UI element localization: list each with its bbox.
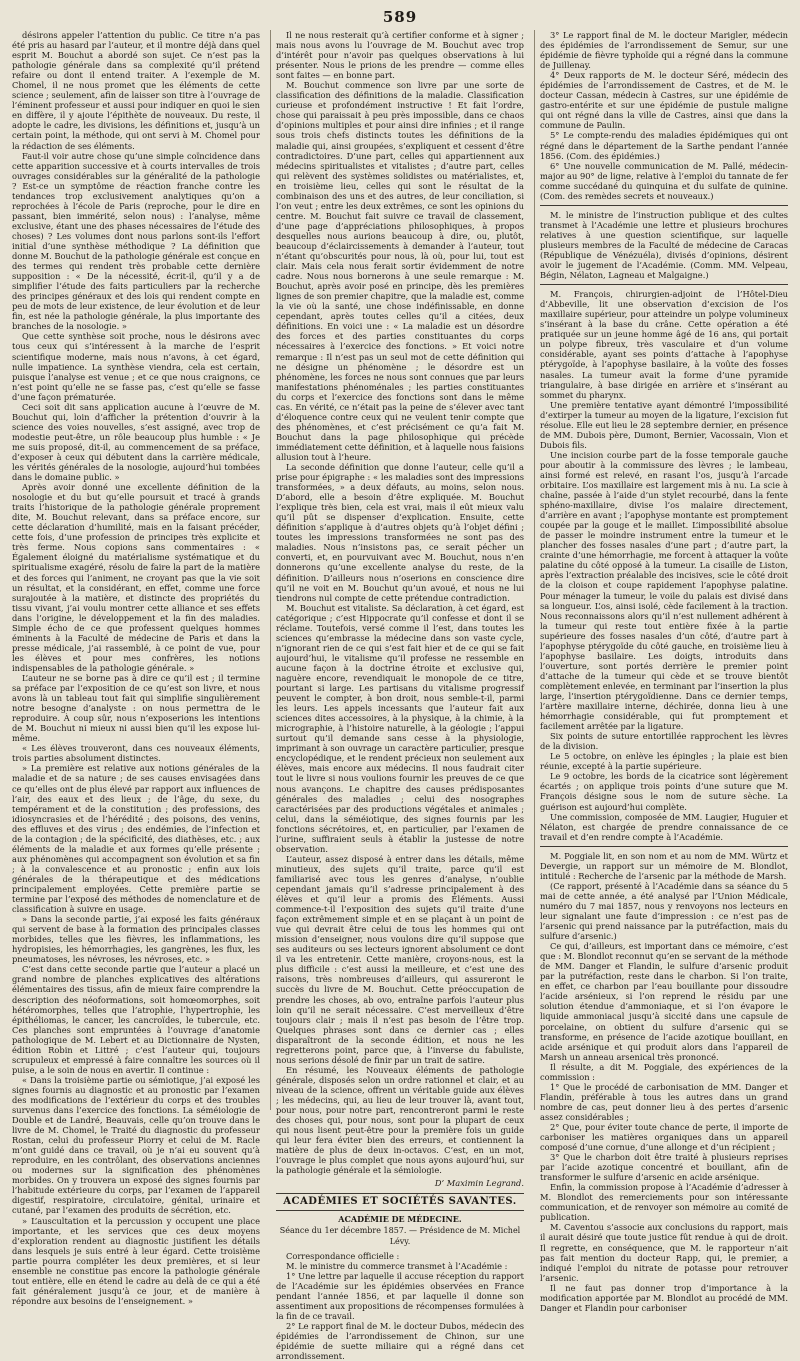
paragraph: Il résulte, a dit M. Poggiale, des expériences de la commission : — [540, 1061, 788, 1082]
paragraph: M. Caventou s’associe aux conclusions du rapport, mais il aurait désiré que toute justice fût rendue à qui de droit. Il regrette, en conséquence, que M. le rapporteur n’ait pas fait mention du docteur Rapp, qui, le premier, a indiqué l’emploi du nitrate de potasse pour retrouver l’arsenic. — [540, 1222, 788, 1283]
paragraph: C’est dans cette seconde partie que l’auteur a placé un grand nombre de planches explicatives des altérations élémentaires des tissus, afin de mieux faire comprendre la description des néoformations, soit homœomorphes, soit hétéromorphes, telles que l’atrophie, l’hypertrophie, les épithéliomas, le cancer, les cancroïdes, le tubercule, etc. Ces planches sont empruntées à l’ouvrage d’anatomie pathologique de M. Lebert et au Dictionnaire de Nysten, édition Robin et Littré ; c’est l’auteur qui, toujours scrupuleux et empressé à faire connaître les sources où il puise, a le soin de nous en avertir. Il continue : — [12, 964, 260, 1075]
paragraph: Six points de suture entortillée rapprochent les lèvres de la division. — [540, 731, 788, 752]
paragraph: L’auteur ne se borne pas à dire ce qu’il est ; il termine sa préface par l’exposition de ce qu’est son livre, et nous avons là un tableau tout fait qui simplifie singulièrement notre besogne d’analyste : on nous permettra de le reproduire. À coup sûr, nous n’exposerions les intentions de M. Bouchut ni mieux ni aussi bien qu’il les expose lui-même. — [12, 673, 260, 744]
paragraph: En résumé, les Nouveaux éléments de pathologie générale, disposés selon un ordre rationnel et clair, et au niveau de la science, offrent un véritable guide aux élèves ; les médecins, qui, au lieu de leur trouver là, avant tout, pour nous, pour notre part, rencontreront parmi le reste des choses qui, pour nous, sont pour la plupart de ceux qui nous lisent peut-être pour la première fois un guide qui leur fera éviter bien des erreurs, et contiennent la matière de plus de deux in-octavos. C’est, en un mot, l’ouvrage le plus complet que nous ayons aujourd’hui, sur la pathologie générale et la sémiologie. — [276, 1064, 524, 1176]
paragraph: Après avoir donné une excellente définition de la nosologie et du but qu’elle poursuit et tracé à grands traits l’historique de la pathologie générale proprement dite, M. Bouchut relevant, dans sa préface encore, sur cette déclaration d’humilité, mais en la faisant précéder, cette fois, d’une profession de principes très explicite et très ferme. Nous copions sans commentaires : « Également éloigné du matérialisme systématique et du spiritualisme exagéré, résolu de faire la part de la matière et des forces qui l’animent, ne croyant pas que la vie soit un résultat, et la considérant, en effet, comme une force surajoutée à la matière, et distincte des propriétés du tissu vivant, j’ai voulu montrer cette alliance et ses effets dans l’origine, le développement et la fin des maladies. Simple écho de ce que professent quelques hommes éminents à la Faculté de médecine de Paris et dans la presse médicale, j’ai rassemblé, à ce point de vue, pour les élèves et pour mes confrères, les notions indispensables de la pathologie générale. » — [12, 482, 260, 673]
paragraph: Ceci soit dit sans application aucune à l’œuvre de M. Bouchut qui, loin d’afficher la prétention d’ouvrir à la science des voies nouvelles, s’est assigné, avec trop de modestie peut-être, un rôle beaucoup plus humble : « Je me suis proposé, dit-il, au commencement de sa préface, d’exposer à ceux qui débutent dans la carrière médicale, les vérités générales de la nosologie, aujourd’hui tombées dans le domaine public. » — [12, 401, 260, 483]
correspondence-item: M. le ministre du commerce transmet à l’Académie : — [286, 1260, 508, 1271]
paragraph: Ce qui, d’ailleurs, est important dans ce mémoire, c’est que : M. Blondlot reconnut qu’en se servant de la méthode de MM. Danger et Flandin, le sulfure d’arsenic produit par la putréfaction, reste dans le charbon. Si l’on traite, en effet, ce charbon par l’eau bouillante pour dissoudre l’acide arsénieux, si l’on reprend le résidu par une solution étendue d’ammoniaque, et si l’on évapore le liquide ammoniacal jusqu’à siccité dans une capsule de porcelaine, on obtient du sulfure d’arsenic qui se transforme, en présence de l’acide azotique bouillant, en acide arsénique et qui produit alors dans l’appareil de Marsh un anneau arsenical très prononcé. — [540, 941, 788, 1062]
paragraph: Une incision courbe part de la fosse temporale gauche pour aboutir à la commissure des lèvres ; le lambeau, ainsi formé est relevé, en rasant l’os, jusqu’à l’arcade orbitaire. L’os maxillaire est largement mis à nu. La scie à chaîne, passée à l’aide d’un stylet recourbé, dans la fente sphéno-maxillaire, divise l’os malaire directement, d’arrière en avant ; l’apophyse montante est promptement coupée par la gouge et le maillet. L’impossibilité absolue de passer le moindre instrument entre la tumeur et le plancher des fosses nasales d’une part ; d’autre part, la crainte d’une hémorrhagie, me forcent à attaquer la voûte palatine du côté opposé à la tumeur. La cisaille de Liston, après l’extraction préalable des incisives, scie le côté droit de la cloison et coupe rapidement l’apophyse palatine. Pour ménager la tumeur, le voile du palais est divisé dans sa longueur. L’os, ainsi isolé, cède facilement à la traction. Nous reconnaissons alors qu’il n’est nullement adhérent à la tumeur qui reste tout entière fixée à la partie supérieure des fosses nasales d’un côté, d’autre part à l’apophyse ptérygoïde du côté gauche, en troisième lieu à l’apophyse basilaire. Les doigts, introduits dans l’ouverture, sont portés derrière le premier point d’attache de la tumeur qui cède et se trouve bientôt complètement enlevée, en terminant par l’insertion la plus large, l’insertion ptérygoïdienne. Dans ce dernier temps, l’artère maxillaire interne, déchirée, donna lieu à une hémorrhagie considérable, qui fut promptement et facilement arrêtée par la ligature. — [540, 449, 788, 732]
correspondence-title: Correspondance officielle : — [286, 1250, 400, 1261]
columns — [12, 30, 788, 1361]
correspondence-item: 1° Une lettre par laquelle il accuse réception du rapport de l’Académie sur les épidémies observées en France pendant l’année 1856, et par laquelle il donne son assentiment aux propositions de récompenses formulées à la fin de ce travail. — [276, 1270, 524, 1321]
divider — [540, 205, 788, 206]
paragraph: 5° Le compte-rendu des maladies épidémiques qui ont régné dans le département de la Sarthe pendant l’année 1856. (Com. des épidémies.) — [540, 130, 788, 161]
page-number: 589 — [382, 8, 418, 26]
paragraph: « Dans la troisième partie ou sémiotique, j’ai exposé les signes fournis au diagnostic et au pronostic par l’examen des modifications de l’extérieur du corps et des troubles survenus dans l’exercice des fonctions. La séméiologie de Double et de Landré, Beauvais, celle qu’on trouve dans le livre de M. Chomel, le Traité du diagnostic du professeur Rostan, celui du professeur Piorry et celui de M. Racle m’ont guidé dans ce travail, où je n’ai eu souvent qu’à reproduire, en les contrôlant, des observations anciennes ou modernes sur la signification des phénomènes morbides. On y trouvera un exposé des signes fournis par l’habitude extérieure du corps, par l’examen de l’appareil digestif, respiratoire, circulatoire, génital, urinaire et cutané, par l’examen des produits de sécrétion, etc. — [12, 1074, 260, 1216]
paragraph: « Les élèves trouveront, dans ces nouveaux éléments, trois parties absolument distinctes. — [12, 743, 260, 764]
signature: D’ Maximin Legrand. — [434, 1178, 524, 1189]
section-subheading: ACADÉMIE DE MÉDECINE. — [338, 1214, 462, 1225]
correspondence-item: 2° Le rapport final de M. le docteur Dubos, médecin des épidémies de l’arrondissement de Chinon, sur une épidémie de suette miliaire qui a régné dans cet arrondissement. — [276, 1320, 524, 1361]
paragraph: Enfin, la commission propose à l’Académie d’adresser à M. Blondlot des remerciements pour son intéressante communication, et de renvoyer son mémoire au comité de publication. — [540, 1182, 788, 1223]
session-line: Séance du 1er décembre 1857. — Présidence de M. Michel Lévy. — [279, 1226, 521, 1246]
paragraph: 2° Que, pour éviter toute chance de perte, il importe de carboniser les matières organiques dans un appareil composé d’une cornue, d’une allonge et d’un récipient ; — [540, 1121, 788, 1153]
paragraph: 1° Que le procédé de carbonisation de MM. Danger et Flandin, préférable à tous les autres dans un grand nombre de cas, peut donner lieu à des pertes d’arsenic assez considérables ; — [540, 1081, 788, 1122]
paragraph: (Ce rapport, présenté à l’Académie dans sa séance du 5 mai de cette année, a été analysé par l’Union Médicale, numéro du 7 mai 1857, nous y renvoyons nos lecteurs en leur signalant une faute d’impression : ce n’est pas de l’arsenic qui prend naissance par la putréfaction, mais du sulfure d’arsenic.) — [540, 880, 788, 942]
paragraph: M. Bouchut est vitaliste. Sa déclaration, à cet égard, est catégorique ; c’est Hippocrate qu’il confesse et dont il se réclame. Toutefois, versé comme il l’est, dans toutes les sciences qu’embrasse la médecine dans son vaste cycle, n’ignorant rien de ce qui s’est fait hier et de ce qui se fait aujourd’hui, le vitalisme qu’il professe ne ressemble en aucune façon à la doctrine étroite et exclusive qui, naguère encore, revendiquait le monopole de ce titre, pourtant si large. Les partisans du vitalisme progressif peuvent le compter, à bon droit, nous semble-t-il, parmi les leurs. Les appels incessants que l’auteur fait aux sciences dites accessoires, à la physique, à la chimie, à la micrographie, à l’histoire naturelle, à la géologie ; l’appui surtout qu’il demande sans cesse à la physiologie, imprimant à son ouvrage un caractère particulier, presque encyclopédique, et le rendent précieux non seulement aux élèves, mais encore aux médecins. Il nous faudrait citer tout le livre si nous voulions fournir les preuves de ce que nous avançons. Le chapitre des causes prédisposantes générales des maladies ; celui des nosographes caractérisées par des productions végétales et animales ; celui, dans la séméiotique, des signes fournis par les fonctions sécrétoires, et, en particulier, par l’examen de l’urine, suffiraient seuls à établir la justesse de notre observation. — [276, 602, 524, 854]
paragraph: Il ne nous resterait qu’à certifier conforme et à signer ; mais nous avons lu l’ouvrage de M. Bouchut avec trop d’intérêt pour n’avoir pas quelques observations à lui présenter. Nous le prions de les prendre — comme elles sont faites — en bonne part. — [276, 30, 524, 81]
paragraph: Une première tentative ayant démontré l’impossibilité d’extirper la tumeur au moyen de la ligature, l’excision fut résolue. Elle eut lieu le 28 septembre dernier, en présence de MM. Dubois père, Dumont, Bernier, Vacossain, Vion et Dubois fils. — [540, 399, 788, 450]
paragraph: Le 9 octobre, les bords de la cicatrice sont légèrement écartés ; on applique trois points d’une suture que M. François désigne sous le nom de suture sèche. La guérison est aujourd’hui complète. — [540, 771, 788, 812]
paragraph: 4° Deux rapports de M. le docteur Séré, médecin des épidémies de l’arrondissement de Castres, et de M. le docteur Cassan, médecin à Castres, sur une épidémie de gastro-entérite et sur une épidémie de pustule maligne qui ont régné dans la ville de Castres, ainsi que dans la commune de Paulin. — [540, 70, 788, 131]
column-1 — [12, 30, 260, 1306]
paragraph: Faut-il voir autre chose qu’une simple coïncidence dans cette apparition successive et à courts intervalles de trois ouvrages considérables sur la généralité de la pathologie ? Est-ce un symptôme de réaction franche contre les tendances trop exclusivement analytiques qu’on a reprochées à l’école de Paris (reproche, pour le dire en passant, bien immérité, selon nous) : l’analyse, même exclusive, étant une des phases nécessaires de l’étude des choses) ? Les volumes dont nous parlons sont-ils l’effort initial d’une synthèse méthodique ? La définition que donne M. Bouchut de la pathologie générale est conçue en des termes qui rendent très probable cette dernière supposition : « De la nécessité, écrit-il, qu’il y a de simplifier l’étude des faits particuliers par la recherche des principes généraux et des lois qui rendent compte en peu de mots de leur existence, de leur évolution et de leur fin, est née la pathologie générale, la plus importante des branches de la nosologie. » — [12, 150, 260, 332]
column-3 — [534, 30, 788, 1313]
paragraph: » La première est relative aux notions générales de la maladie et de sa nature ; de ses causes envisagées dans ce qu’elles ont de plus élevé par rapport aux influences de l’air, des eaux et des lieux ; de l’âge, du sexe, du tempérament et de la constitution ; des professions, des idiosyncrasies et de l’hérédité ; des poisons, des venins, des effluves et des virus ; des endémies, de l’infection et de la contagion ; de la spécificité, des diathèses, etc. ; aux éléments de la maladie et aux formes qu’elle présente ; aux phénomènes qui accompagnent son évolution et sa fin ; à la convalescence et au pronostic ; enfin aux lois générales de la thérapeutique et des médications principalement employées. Cette première partie se termine par l’exposé des méthodes de nomenclature et de classification à suivre en usage. — [12, 763, 260, 915]
paragraph: Le 5 octobre, on enlève les épingles ; la plaie est bien réunie, excepté à la partie supérieure. — [540, 751, 788, 772]
paragraph: Une commission, composée de MM. Laugier, Huguier et Nélaton, est chargée de prendre connaissance de ce travail et d’en rendre compte à l’Académie. — [540, 811, 788, 842]
paragraph: » L’auscultation et la percussion y occupent une place importante, et les services que ces deux moyens d’exploration rendent au diagnostic justifient les détails dans lesquels je suis entré à leur égard. Cette troisième partie pourra compléter les deux premières, et si leur ensemble ne constitue pas encore la pathologie générale tout entière, elle en étend le cadre au delà de ce qui a été fait généralement jusqu’à ce jour, et de manière à répondre aux besoins de l’enseignement. » — [12, 1215, 260, 1306]
paragraph: M. le ministre de l’instruction publique et des cultes transmet à l’Académie une lettre et plusieurs brochures relatives à une question scientifique, sur laquelle plusieurs membres de la Faculté de médecine de Caracas (République de Vénézuéla), divisés d’opinions, désirent avoir le jugement de l’Académie. (Comm. MM. Velpeau, Bégin, Nélaton, Lagneau et Malgaigne.) — [540, 209, 788, 281]
paragraph: » Dans la seconde partie, j’ai exposé les faits généraux qui servent de base à la formation des principales classes morbides, telles que les fièvres, les inflammations, les hydropisies, les hémorrhagies, les gangrènes, les flux, les pneumatoses, les névroses, les névroses, etc. » — [12, 914, 260, 965]
paragraph: 6° Une nouvelle communication de M. Pallé, médecin-major au 90° de ligne, relative à l’emploi du tannate de fer comme succédané du quinquina et du sulfate de quinine. (Com. des remèdes secrets et nouveaux.) — [540, 160, 788, 201]
divider — [540, 846, 788, 847]
paragraph: M. Bouchut commence son livre par une sorte de classification des définitions de la maladie. Classification curieuse et profondément instructive ! Et fait l’ordre, chose qui paraissait à peu près impossible, dans ce chaos d’opinions multiples et pour ainsi dire infinies ; et il range sous trois chefs distincts toutes les définitions de la maladie qui, ainsi groupées, s’expliquent et cessent d’être contradictoires. D’une part, celles qui appartiennent aux médecins spiritualistes et vitalistes ; d’autre part, celles qui relèvent des systèmes solidistes ou matérialistes, et, en troisième lieu, celles qui sont le résultat de la combinaison des uns et des autres, de leur conciliation, si l’on veut ; entre les deux extrêmes, ce sont les opinions du centre. M. Bouchut fait suivre ce travail de classement, d’une page d’appréciations philosophiques, à propos desquelles nous aurions beaucoup à dire, ou, plutôt, beaucoup d’éclaircissements à demander à l’auteur, tout n’étant qu’obscurités pour nous, là où, pour lui, tout est clair. Mais cela nous ferait sortir évidemment de notre cadre. Nous nous bornerons à une seule remarque : M. Bouchut, après avoir posé en principe, dès les premières lignes de son premier chapitre, que la maladie est, comme la vie où la santé, une chose indéfinissable, en donne cependant, après toutes celles qu’il a citées, deux définitions. En voici une : « La maladie est un désordre des forces et des parties constituantes du corps nécessaires à l’exercice des fonctions. » Et voici notre remarque : Il n’est pas un seul mot de cette définition qui ne désigne un phénomène ; le désordre est un phénomène, les forces ne nous sont connues que par leurs manifestations phénoménales ; les parties constituantes du corps et l’exercice des fonctions sont dans le même cas. En vérité, ce n’était pas la peine de s’élever avec tant d’éloquence contre ceux qui ne veulent tenir compte que des phénomènes, et c’est précisément ce qu’a fait M. Bouchut dans la page philosophique qui précède immédiatement cette définition, et à laquelle nous faisions allusion tout à l’heure. — [276, 80, 524, 462]
paragraph: La seconde définition que donne l’auteur, celle qu’il a prise pour épigraphe : « les maladies sont des impressions transformées, » a deux défauts, au moins, selon nous. D’abord, elle a besoin d’être expliquée. M. Bouchut l’explique très bien, cela est vrai, mais il eût mieux valu qu’il pût se dispenser d’explication. Ensuite, cette définition s’applique à d’autres objets qu’à l’objet défini ; toutes les impressions transformées ne sont pas des maladies. Nous n’insistons pas, ce serait pécher un converti, et, en pourvuivant avec M. Bouchut, nous n’en donnerons qu’une excellente analyse du reste, de la définition. D’ailleurs nous n’oserions en conscience dire qu’il ne voit en M. Bouchut qu’un avoué, et nous ne lui tiendrons nul compte de cette prétendue contradiction. — [276, 462, 524, 603]
paragraph: M. François, chirurgien-adjoint de l’Hôtel-Dieu d’Abbeville, lit une observation d’excision de l’os maxillaire supérieur, pour atteindre un polype volumineux s’insérant à la base du crâne. Cette opération a été pratiquée sur un jeune homme âgé de 16 ans, qui portait un polype fibreux, très vasculaire et d’un volume considérable, ayant ses points d’attache à l’apophyse ptérygoïde, à l’apophyse basilaire, à la voûte des fosses nasales. La tumeur avait la forme d’une pyramide triangulaire, à base dirigée en arrière et s’insérant au sommet du pharynx. — [540, 289, 788, 400]
paragraph: Il ne faut pas donner trop d’importance à la modification apportée par M. Blondlot au procédé de MM. Danger et Flandin pour carboniser — [540, 1282, 788, 1313]
section-heading: ACADÉMIES ET SOCIÉTÉS SAVANTES. — [276, 1193, 524, 1211]
column-2 — [270, 30, 524, 1361]
paragraph: 3° Que le charbon doit être traité à plusieurs reprises par l’acide azotique concentré et bouillant, afin de transformer le sulfure d’arsenic en acide arsénique. — [540, 1152, 788, 1183]
paragraph: désirons appeler l’attention du public. Ce titre n’a pas été pris au hasard par l’auteur, et il montre déjà dans quel esprit M. Bouchut a abordé son sujet. Ce n’est pas la pathologie générale dans sa complexité qu’il prétend refaire ou dont il entend traiter. A l’exemple de M. Chomel, il ne nous promet que les éléments de cette science ; seulement, afin de laisser son titre à l’ouvrage de l’éminent professeur et aussi pour indiquer en quoi le sien en diffère, il y ajoute l’épithète de nouveaux. Du reste, il adopte le cadre, les divisions, les définitions et, jusqu’à un certain point, la méthode, qui ont servi à M. Chomel pour la rédaction de ses éléments. — [12, 30, 260, 151]
paragraph: L’auteur, assez disposé à entrer dans les détails, même minutieux, des sujets qu’il traite, parce qu’il est familiarisé avec tous les genres d’analyse, n’oublie cependant jamais qu’il s’adresse principalement à des élèves et qu’il leur a promis des Éléments. Aussi commence-t-il l’exposition des sujets qu’il traite d’une façon extrêmement simple et en se plaçant à un point de vue qui devrait être celui de tous les hommes qui ont mission d’enseigner, nous voulons dire qu’il suppose que ses auditeurs ou ses lecteurs ignorent absolument ce dont il va les entretenir. Cette manière, croyons-nous, est la plus difficile : c’est aussi la meilleure, et c’est une des raisons, très nombreuses d’ailleurs, qui assureront le succès du livre de M. Bouchut. Cette préoccupation de prendre les choses, ab ovo, entraîne parfois l’auteur plus loin qu’il ne serait nécessaire. C’est merveilleux d’être toujours clair ; mais il n’est pas besoin de l’être trop. Quelques phrases sont dans ce dernier cas ; elles disparaîtront de la seconde édition, et nous ne les regretterons point, parce que, à l’inverse du fabuliste, nous serions désolé de finir par un trait de satire. — [276, 853, 524, 1065]
paragraph: M. Poggiale lit, en son nom et au nom de MM. Würtz et Devergie, un rapport sur un mémoire de M. Blondlot, intitulé : Recherche de l’arsenic par la méthode de Marsh. — [540, 850, 788, 881]
paragraph: 3° Le rapport final de M. le docteur Marigler, médecin des épidémies de l’arrondissement de Semur, sur une épidémie de fièvre typhoïde qui a régné dans la commune de Juillenay. — [540, 30, 788, 71]
paragraph: Que cette synthèse soit proche, nous le désirons avec tous ceux qui s’intéressent à la marche de l’esprit scientifique moderne, mais nous n’avons, à cet égard, nulle impatience. La synthèse viendra, cela est certain, puisque l’analyse est venue ; et ce que nous craignons, ce n’est point qu’elle ne se fasse pas, c’est qu’elle se fasse d’une façon prématurée. — [12, 331, 260, 402]
divider — [540, 284, 788, 285]
